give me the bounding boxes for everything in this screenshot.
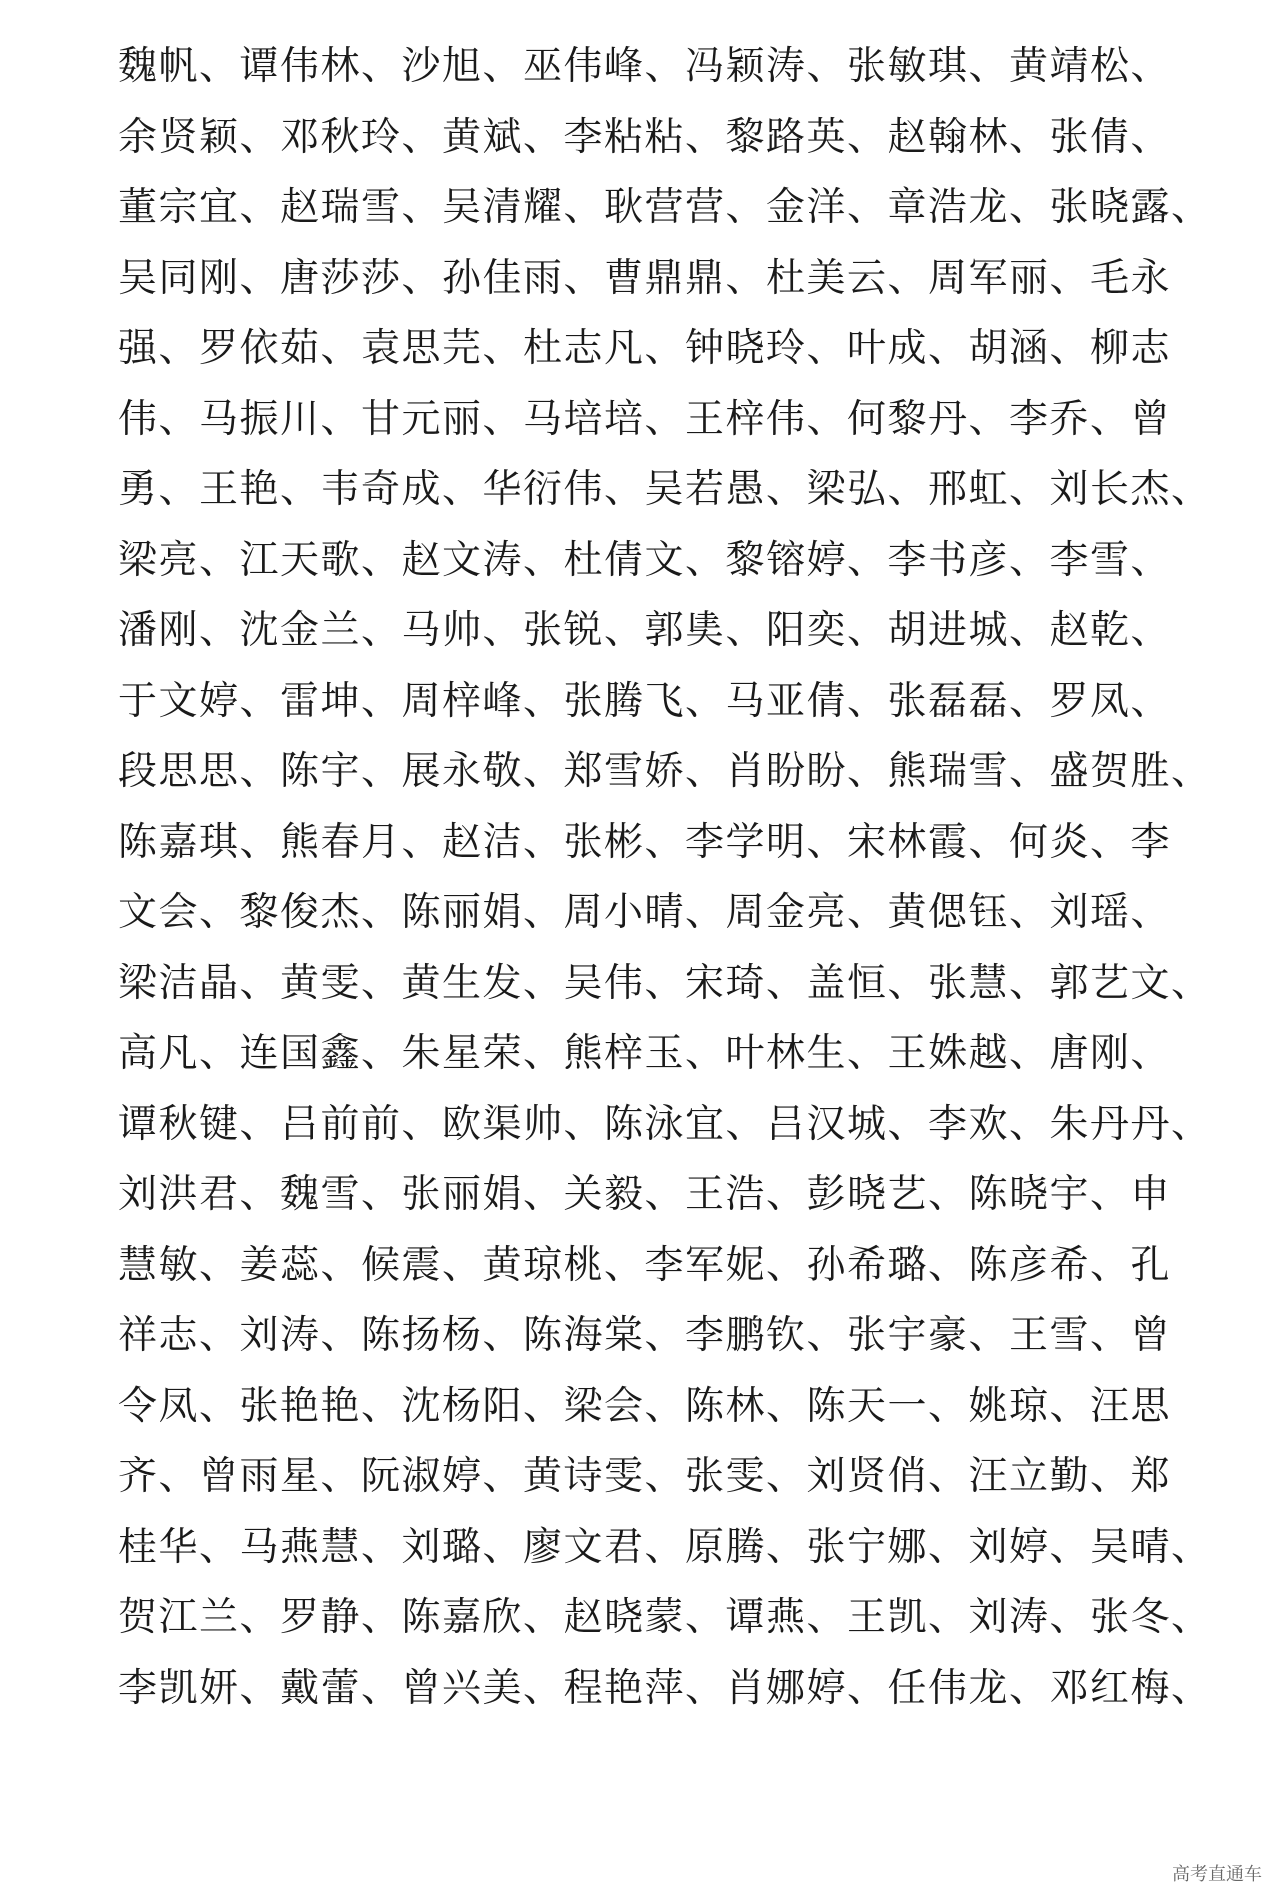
name-line: 梁洁晶、黄雯、黄生发、吴伟、宋琦、盖恒、张慧、郭艺文、	[118, 960, 1212, 1006]
name-line: 余贤颖、邓秋玲、黄斌、李粘粘、黎路英、赵翰林、张倩、	[118, 114, 1172, 160]
watermark: 高考直通车	[1172, 1864, 1262, 1885]
name-line: 文会、黎俊杰、陈丽娟、周小晴、周金亮、黄偲钰、刘瑶、	[118, 890, 1172, 935]
name-line: 贺江兰、罗静、陈嘉欣、赵晓蒙、谭燕、王凯、刘涛、张冬、	[118, 1595, 1212, 1640]
name-line: 董宗宜、赵瑞雪、吴清耀、耿营营、金洋、章浩龙、张晓露、	[118, 185, 1212, 230]
name-line: 慧敏、姜蕊、候震、黄琼桃、李军妮、孙希璐、陈彦希、孔	[118, 1242, 1172, 1288]
name-line: 谭秋键、吕前前、欧渠帅、陈泳宜、吕汉城、李欢、朱丹丹、	[118, 1101, 1212, 1147]
name-list	[118, 32, 1212, 1724]
name-line: 梁亮、江天歌、赵文涛、杜倩文、黎镕婷、李书彦、李雪、	[118, 537, 1172, 583]
name-line: 勇、王艳、韦奇成、华衍伟、吴若愚、梁弘、邢虹、刘长杰、	[118, 467, 1212, 512]
name-line: 强、罗依茹、袁思芫、杜志凡、钟晓玲、叶成、胡涵、柳志	[118, 326, 1172, 371]
name-line: 魏帆、谭伟林、沙旭、巫伟峰、冯颖涛、张敏琪、黄靖松、	[118, 44, 1172, 89]
name-line: 李凯妍、戴蕾、曾兴美、程艳萍、肖娜婷、任伟龙、邓红梅、	[118, 1665, 1212, 1711]
name-line: 潘刚、沈金兰、马帅、张锐、郭奊、阳奕、胡进城、赵乾、	[118, 608, 1172, 653]
name-line: 齐、曾雨星、阮淑婷、黄诗雯、张雯、刘贤俏、汪立勤、郑	[118, 1454, 1172, 1499]
name-line: 吴同刚、唐莎莎、孙佳雨、曹鼎鼎、杜美云、周军丽、毛永	[118, 255, 1172, 301]
name-line: 刘洪君、魏雪、张丽娟、关毅、王浩、彭晓艺、陈晓宇、申	[118, 1172, 1172, 1217]
name-line: 桂华、马燕慧、刘璐、廖文君、原腾、张宁娜、刘婷、吴晴、	[118, 1524, 1212, 1570]
name-line: 祥志、刘涛、陈扬杨、陈海棠、李鹏钦、张宇豪、王雪、曾	[118, 1313, 1172, 1358]
name-line: 段思思、陈宇、展永敬、郑雪娇、肖盼盼、熊瑞雪、盛贺胜、	[118, 749, 1212, 794]
name-line: 高凡、连国鑫、朱星荣、熊梓玉、叶林生、王姝越、唐刚、	[118, 1031, 1172, 1076]
name-line: 陈嘉琪、熊春月、赵洁、张彬、李学明、宋林霞、何炎、李	[118, 819, 1172, 865]
name-line: 伟、马振川、甘元丽、马培培、王梓伟、何黎丹、李乔、曾	[118, 396, 1172, 442]
name-line: 于文婷、雷坤、周梓峰、张腾飞、马亚倩、张磊磊、罗凤、	[118, 678, 1172, 724]
name-line: 令凤、张艳艳、沈杨阳、梁会、陈林、陈天一、姚琼、汪思	[118, 1383, 1172, 1429]
